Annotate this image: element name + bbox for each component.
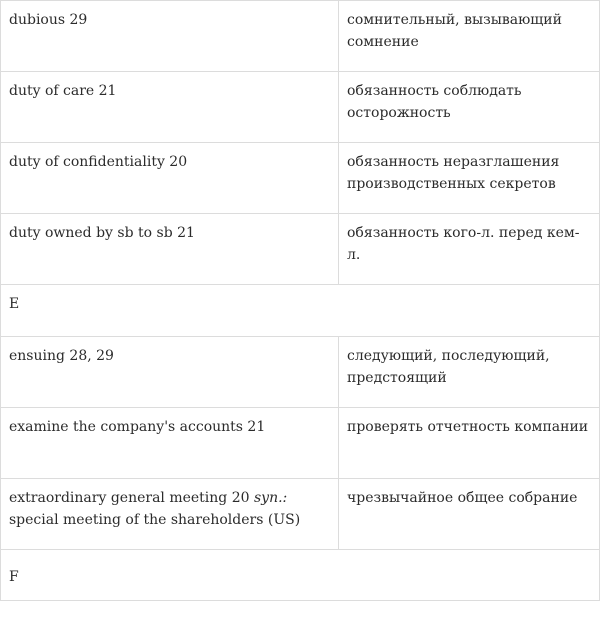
synonym-marker: syn.: xyxy=(253,490,288,506)
translation-cell: обязанность неразглашения производственных секретов xyxy=(339,143,600,214)
term-cell: examine the company's accounts 21 xyxy=(1,408,339,479)
table-row xyxy=(1,143,600,214)
term-cell: duty owned by sb to sb 21 xyxy=(1,214,339,285)
translation-cell: чрезвычайное общее собрание xyxy=(339,479,600,550)
table-row xyxy=(1,214,600,285)
term-cell: dubious 29 xyxy=(1,1,339,72)
term-cell xyxy=(1,479,339,550)
section-letter-f: F xyxy=(1,550,600,601)
section-letter-e: E xyxy=(1,285,600,337)
translation-cell: обязанность кого-л. перед кем-л. xyxy=(339,214,600,285)
term-text: extraordinary general meeting 20 xyxy=(9,490,250,506)
section-row xyxy=(1,285,600,337)
table-row xyxy=(1,479,600,550)
section-row xyxy=(1,550,600,601)
term-cell: duty of confidentiality 20 xyxy=(1,143,339,214)
table-row xyxy=(1,337,600,408)
translation-cell: проверять отчетность компании xyxy=(339,408,600,479)
table-row xyxy=(1,408,600,479)
translation-cell: сомнительный, вызывающий сомнение xyxy=(339,1,600,72)
term-cell: ensuing 28, 29 xyxy=(1,337,339,408)
synonym-text: special meeting of the shareholders (US) xyxy=(9,512,301,528)
translation-cell: обязанность соблюдать осторожность xyxy=(339,72,600,143)
table-row xyxy=(1,1,600,72)
table-row xyxy=(1,72,600,143)
term-cell: duty of care 21 xyxy=(1,72,339,143)
translation-cell: следующий, последующий, предстоящий xyxy=(339,337,600,408)
